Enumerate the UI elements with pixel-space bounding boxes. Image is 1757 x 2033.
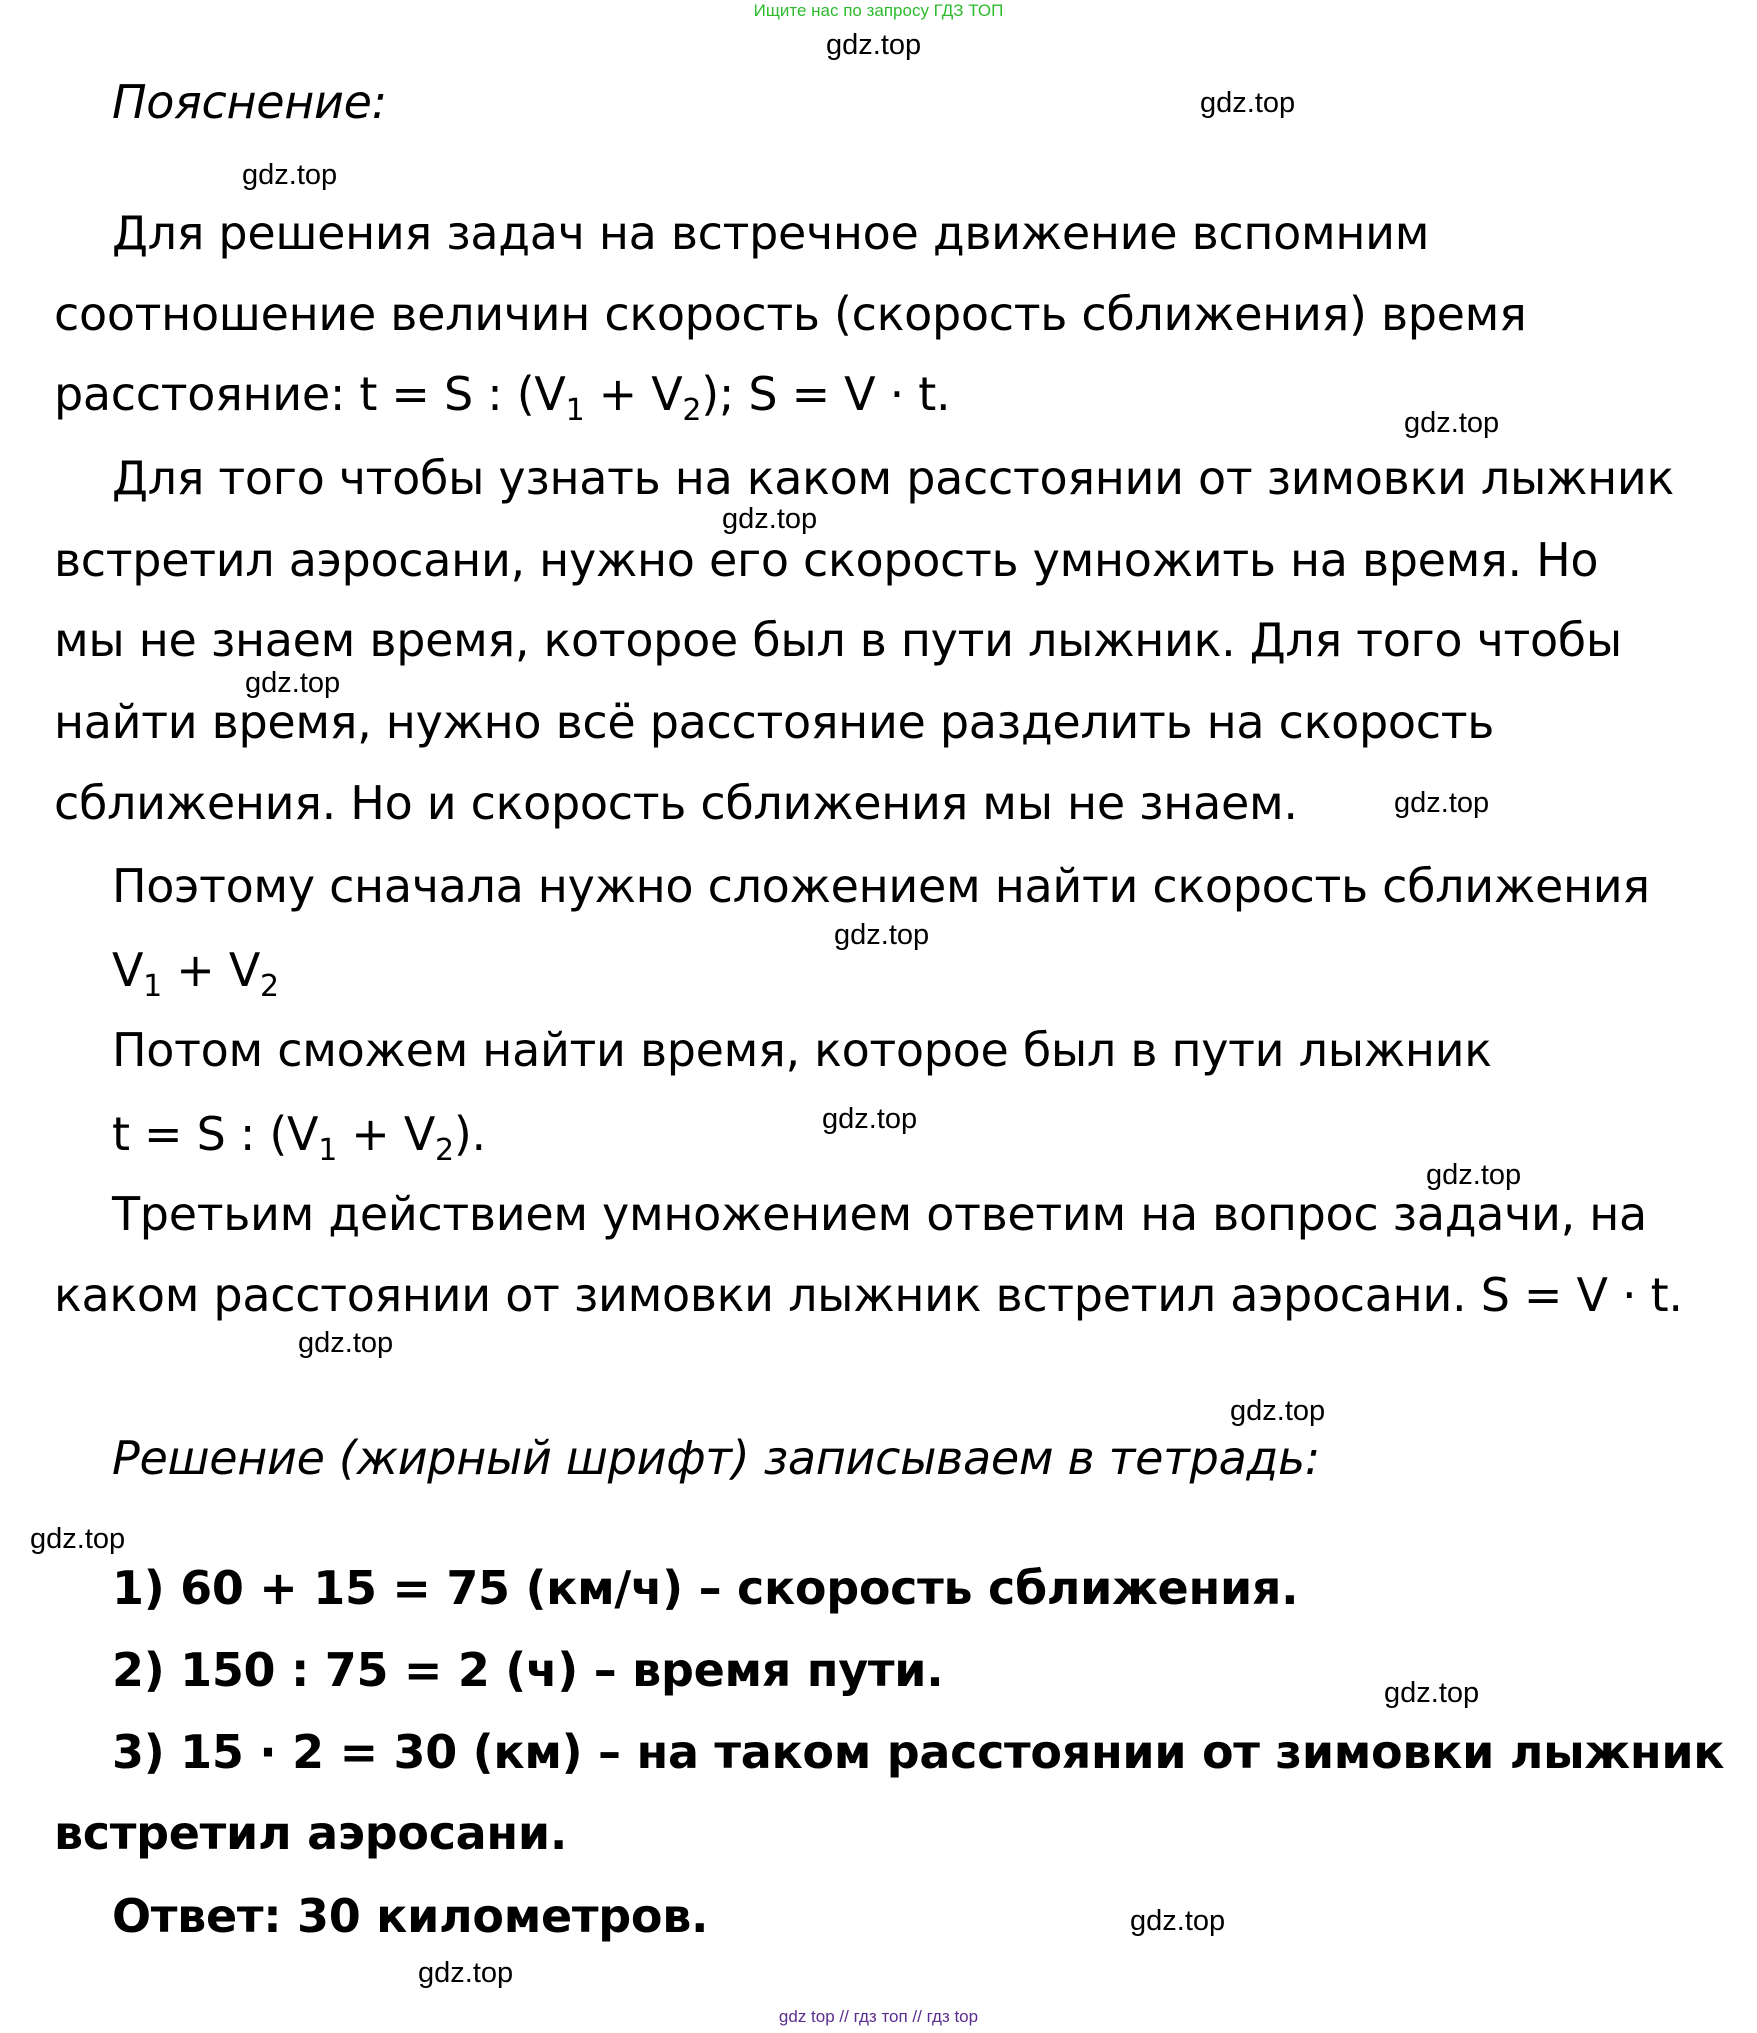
solution-heading: Решение (жирный шрифт) записываем в тетрадь: [112,1431,1320,1485]
watermark: gdz.top [1404,407,1500,439]
subscript: 2 [435,1133,454,1168]
watermark: gdz.top [826,29,922,61]
solution-step-3: 3) 15 · 2 = 30 (км) – на таком расстоянии от зимовки лыжник [112,1725,1725,1779]
formula-text: + V [161,943,261,997]
watermark: gdz.top [834,919,930,951]
top-banner: Ищите нас по запросу ГДЗ ТОП [753,1,1004,20]
paragraph-line: Поэтому сначала нужно сложением найти скорость сближения [112,859,1650,913]
watermark: gdz.top [1426,1159,1522,1191]
subscript: 1 [318,1133,337,1168]
formula-text: расстояние: t = S : (V [54,367,566,421]
watermark: gdz.top [30,1523,126,1555]
watermark: gdz.top [722,503,818,535]
formula-text: ). [453,1107,486,1161]
solution-step-2: 2) 150 : 75 = 2 (ч) – время пути. [112,1643,944,1697]
watermark: gdz.top [822,1103,918,1135]
watermark: gdz.top [245,667,341,699]
watermark: gdz.top [1394,787,1490,819]
solution-step-3-continued: встретил аэросани. [54,1806,567,1860]
watermark: gdz.top [418,1957,514,1989]
paragraph-line: сближения. Но и скорость сближения мы не знаем. [54,776,1298,830]
paragraph-line: Для решения задач на встречное движение вспомним [112,206,1430,260]
answer: Ответ: 30 километров. [112,1889,709,1943]
paragraph-line: встретил аэросани, нужно его скорость умножить на время. Но [54,533,1599,587]
watermark: gdz.top [1200,87,1296,119]
formula-text: + V [584,367,683,421]
paragraph-line: мы не знаем время, которое был в пути лыжник. Для того чтобы [54,613,1622,667]
formula-text: + V [336,1107,436,1161]
paragraph-line: Для того чтобы узнать на каком расстоянии от зимовки лыжник [112,451,1674,505]
formula-text: V [112,943,144,997]
solution-step-1: 1) 60 + 15 = 75 (км/ч) – скорость сближения. [112,1561,1299,1615]
subscript: 1 [143,969,162,1004]
explanation-heading: Пояснение: [112,75,387,129]
watermark: gdz.top [1384,1677,1480,1709]
subscript: 1 [565,393,585,428]
paragraph-line: Третьим действием умножением ответим на вопрос задачи, на [112,1187,1647,1241]
formula-line [112,940,279,1017]
paragraph-line: соотношение величин скорость (скорость сближения) время [54,287,1527,341]
formula-text: ); S = V · t. [701,367,951,421]
paragraph-line: Потом сможем найти время, которое был в пути лыжник [112,1023,1492,1077]
watermark: gdz.top [1230,1395,1326,1427]
subscript: 2 [260,969,279,1004]
paragraph-line: каком расстоянии от зимовки лыжник встретил аэросани. S = V · t. [54,1268,1683,1322]
watermark: gdz.top [1130,1905,1226,1937]
footer-text: gdz top // гдз топ // гдз top [778,2007,979,2026]
watermark: gdz.top [242,159,338,191]
subscript: 2 [682,393,702,428]
formula-line [112,1104,486,1181]
paragraph-line: найти время, нужно всё расстояние разделить на скорость [54,695,1495,749]
watermark: gdz.top [298,1327,394,1359]
formula-line [54,364,950,441]
formula-text: t = S : (V [112,1107,319,1161]
